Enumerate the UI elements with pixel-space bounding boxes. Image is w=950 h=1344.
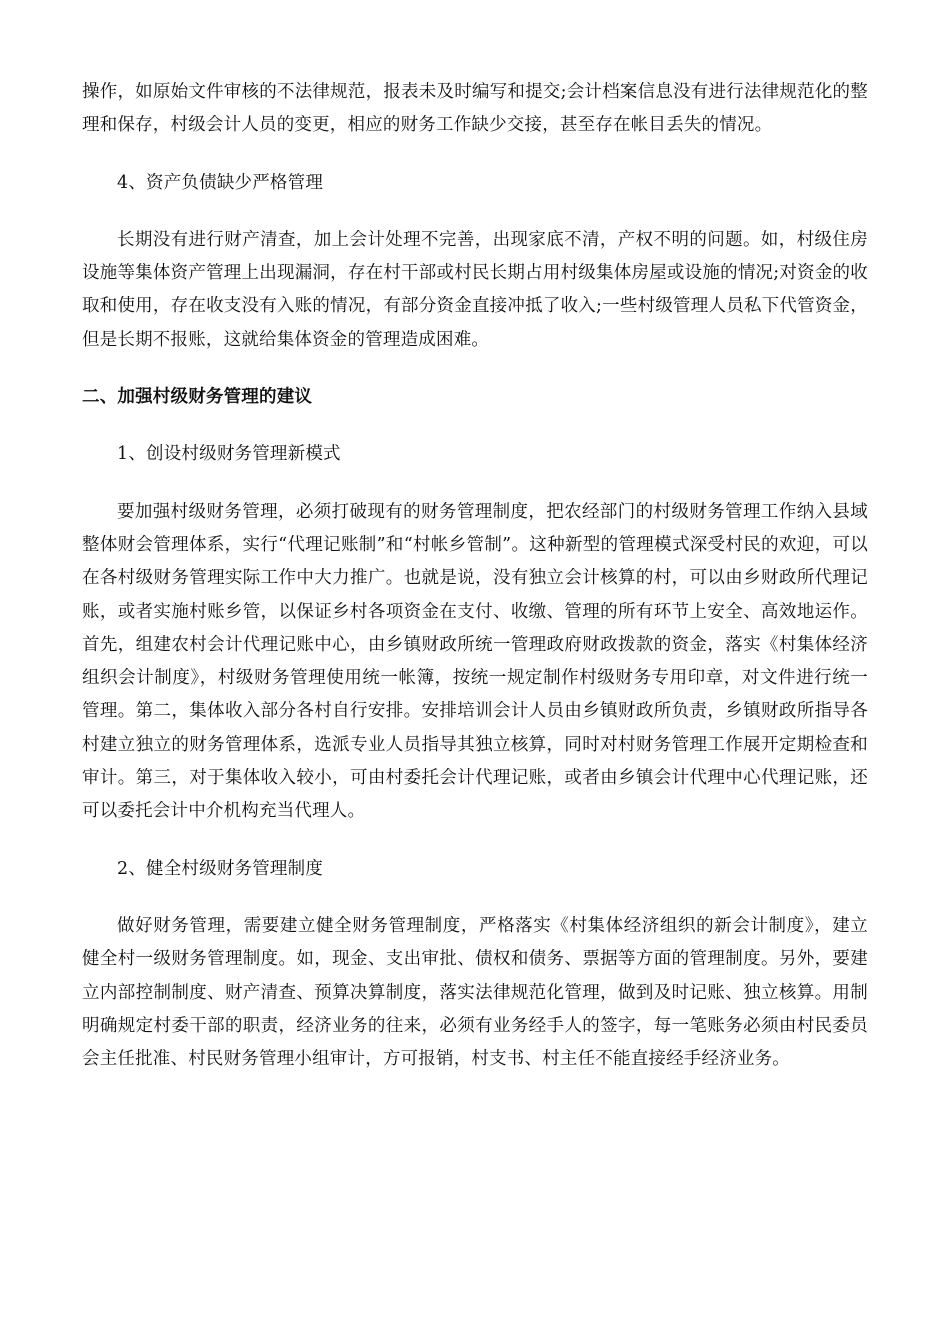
subheading-asset-liability: 4、资产负债缺少严格管理 [117, 172, 324, 193]
continued-paragraph: 操作，如原始文件审核的不法律规范，报表未及时编写和提交;会计档案信息没有进行法律规范化的整理和保存，村级会计人员的变更，相应的财务工作缺少交接，甚至存在帐目丢失的情况。 [82, 82, 868, 136]
paragraph-improve-system: 做好财务管理，需要建立健全财务管理制度，严格落实《村集体经济组织的新会计制度》，建立健全村一级财务管理制度。如，现金、支出审批、债权和债务、票据等方面的管理制度。另外，要建立内部控制制度、财产清查、预算决算制度，落实法律规范化管理，做到及时记账、独立核算。用制明确规定村委干部的职责，经济业务的往来，必须有业务经手人的签字，每一笔账务必须由村民委员会主任批准、村民财务管理小组审计，方可报销，村支书、村主任不能直接经手经济业务。 [82, 915, 868, 1070]
subheading-new-model: 1、创设村级财务管理新模式 [117, 444, 341, 465]
document-page [82, 76, 868, 1100]
paragraph-new-model: 要加强村级财务管理，必须打破现有的财务管理制度，把农经部门的村级财务管理工作纳入县域整体财会管理体系，实行“代理记账制”和“村帐乡管制”。这种新型的管理模式深受村民的欢迎，可以在各村级财务管理实际工作中大力推广。也就是说，没有独立会计核算的村，可以由乡财政所代理记账，或者实施村账乡管，以保证乡村各项资金在支付、收缴、管理的所有环节上安全、高效地运作。首先，组建农村会计代理记账中心，由乡镇财政所统一管理政府财政拨款的资金，落实《村集体经济组织会计制度》，村级财务管理使用统一帐簿，按统一规定制作村级财务专用印章，对文件进行统一管理。第二，集体收入部分各村自行安排。安排培训会计人员由乡镇财政所负责，乡镇财政所指导各村建立独立的财务管理体系，选派专业人员指导其独立核算，同时对村财务管理工作展开定期检查和审计。第三，对于集体收入较小，可由村委托会计代理记账，或者由乡镇会计代理中心代理记账，还可以委托会计中介机构充当代理人。 [82, 501, 868, 822]
subheading-improve-system: 2、健全村级财务管理制度 [117, 858, 324, 879]
paragraph-asset-liability: 长期没有进行财产清查，加上会计处理不完善，出现家底不清，产权不明的问题。如，村级住房设施等集体资产管理上出现漏洞，存在村干部或村民长期占用村级集体房屋或设施的情况;对资金的收取和使用，存在收支没有入账的情况，有部分资金直接冲抵了收入;一些村级管理人员私下代管资金，但是长期不报账，这就给集体资金的管理造成困难。 [82, 229, 868, 350]
section-heading-suggestions: 二、加强村级财务管理的建议 [82, 387, 313, 408]
